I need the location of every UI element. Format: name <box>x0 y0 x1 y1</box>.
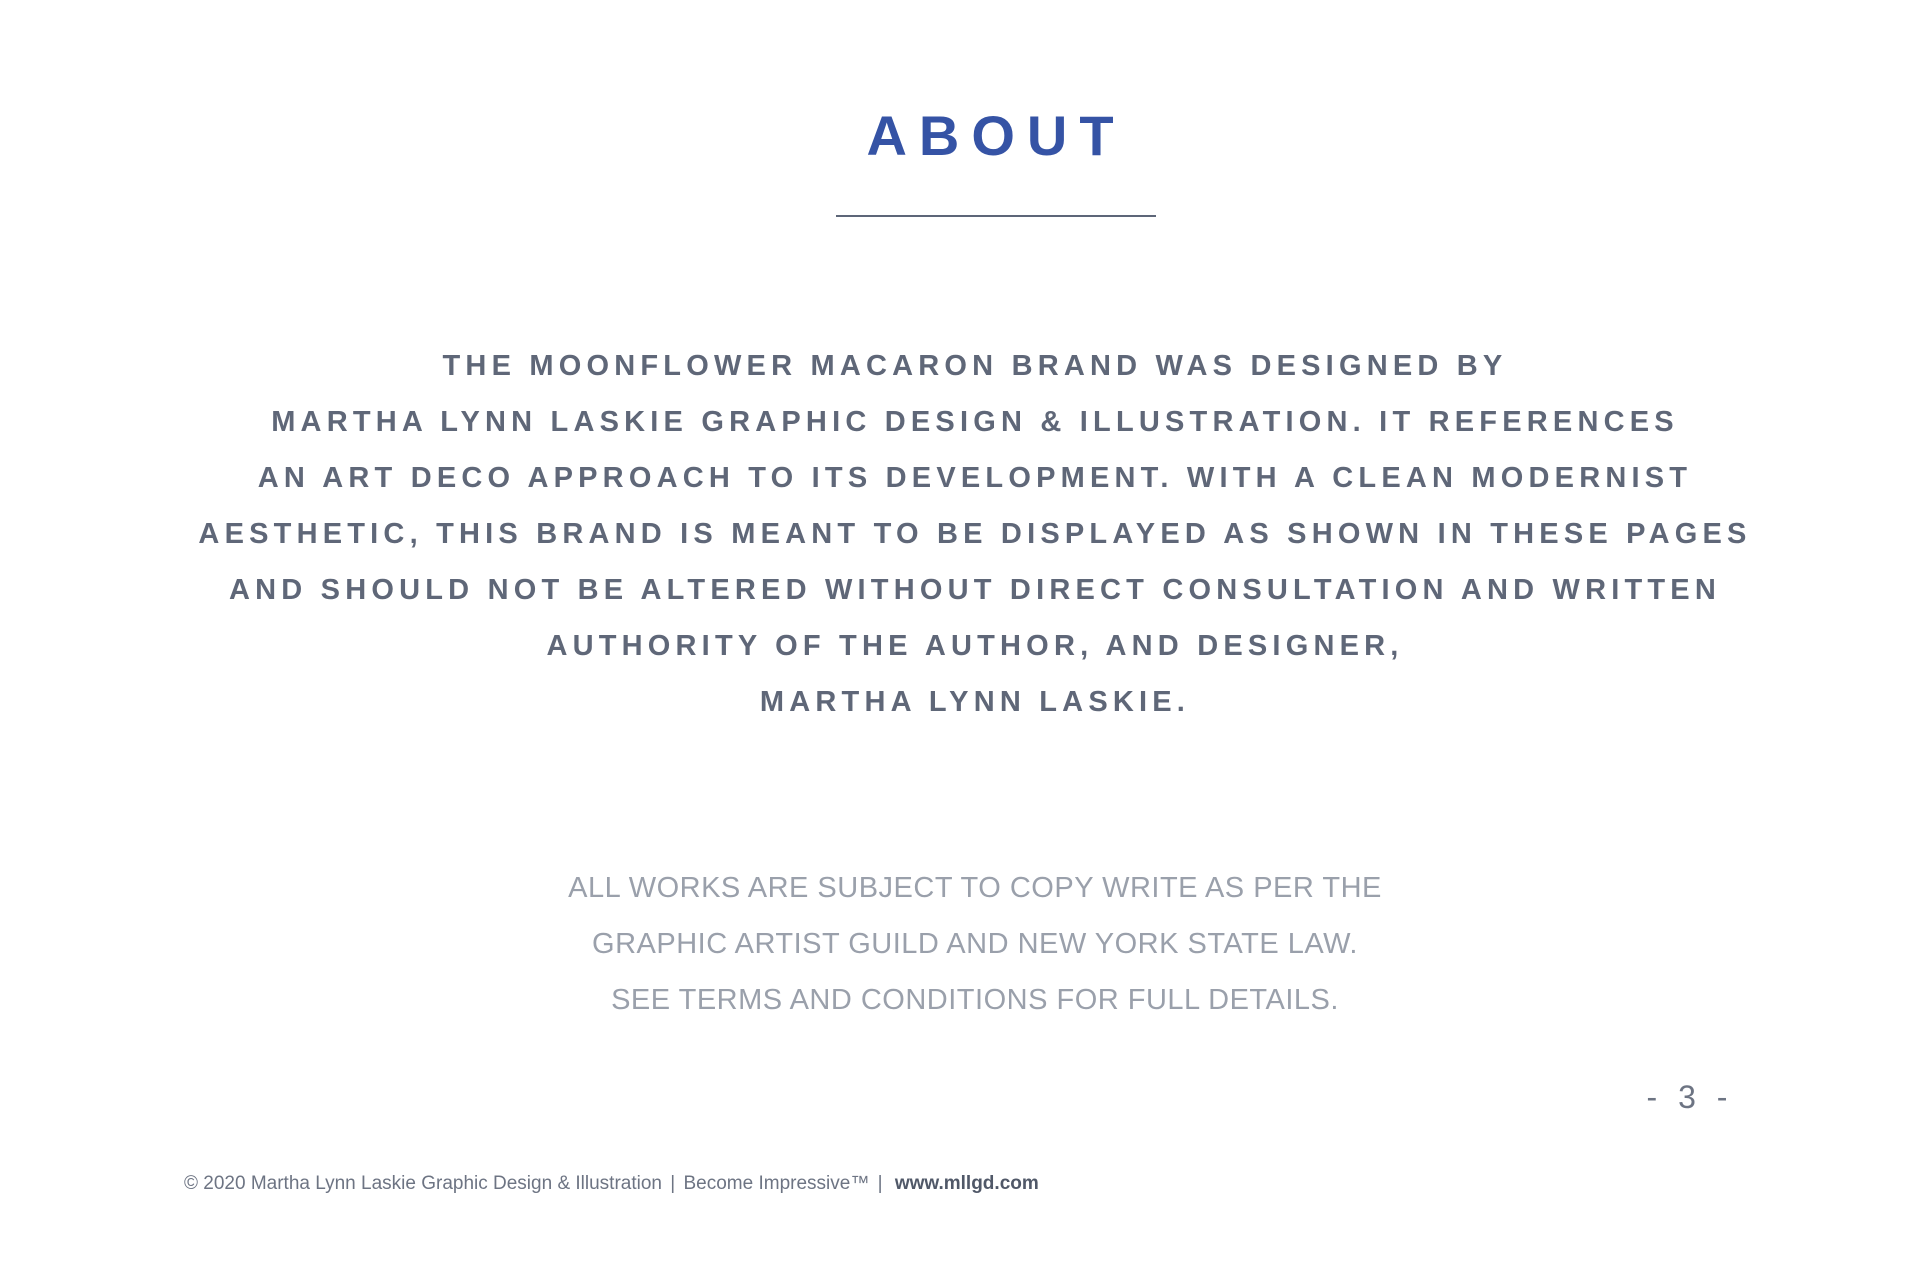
footer-website-link[interactable]: www.mllgd.com <box>894 1173 1039 1194</box>
statement-line: THE MOONFLOWER MACARON BRAND WAS DESIGNED BY <box>442 350 1508 382</box>
statement-line: AUTHORITY OF THE AUTHOR, AND DESIGNER, <box>546 630 1404 662</box>
notice-line: GRAPHIC ARTIST GUILD AND NEW YORK STATE LAW. <box>592 928 1358 960</box>
footer-tagline: Become Impressive™ <box>683 1173 870 1194</box>
notice-line: ALL WORKS ARE SUBJECT TO COPY WRITE AS PER THE <box>568 872 1382 904</box>
statement-line: MARTHA LYNN LASKIE. <box>759 686 1191 718</box>
footer-copyright: © 2020 Martha Lynn Laskie Graphic Design & Illustration <box>184 1173 662 1194</box>
notice-line: SEE TERMS AND CONDITIONS FOR FULL DETAILS. <box>611 984 1339 1016</box>
statement-line: AESTHETIC, THIS BRAND IS MEANT TO BE DISPLAYED AS SHOWN IN THESE PAGES <box>198 518 1752 550</box>
about-statement <box>160 338 1790 730</box>
copyright-notice <box>460 860 1490 1028</box>
statement-line: AND SHOULD NOT BE ALTERED WITHOUT DIRECT CONSULTATION AND WRITTEN <box>229 574 1721 606</box>
page-title: ABOUT <box>866 104 1126 167</box>
footer-separator: | <box>670 1173 676 1194</box>
title-divider <box>836 215 1156 217</box>
footer-separator: | <box>877 1173 883 1194</box>
statement-line: MARTHA LYNN LASKIE GRAPHIC DESIGN & ILLUSTRATION. IT REFERENCES <box>271 406 1679 438</box>
page-footer <box>184 1170 1039 1198</box>
page-number: - 3 - <box>1646 1079 1734 1115</box>
statement-line: AN ART DECO APPROACH TO ITS DEVELOPMENT. WITH A CLEAN MODERNIST <box>257 462 1693 494</box>
